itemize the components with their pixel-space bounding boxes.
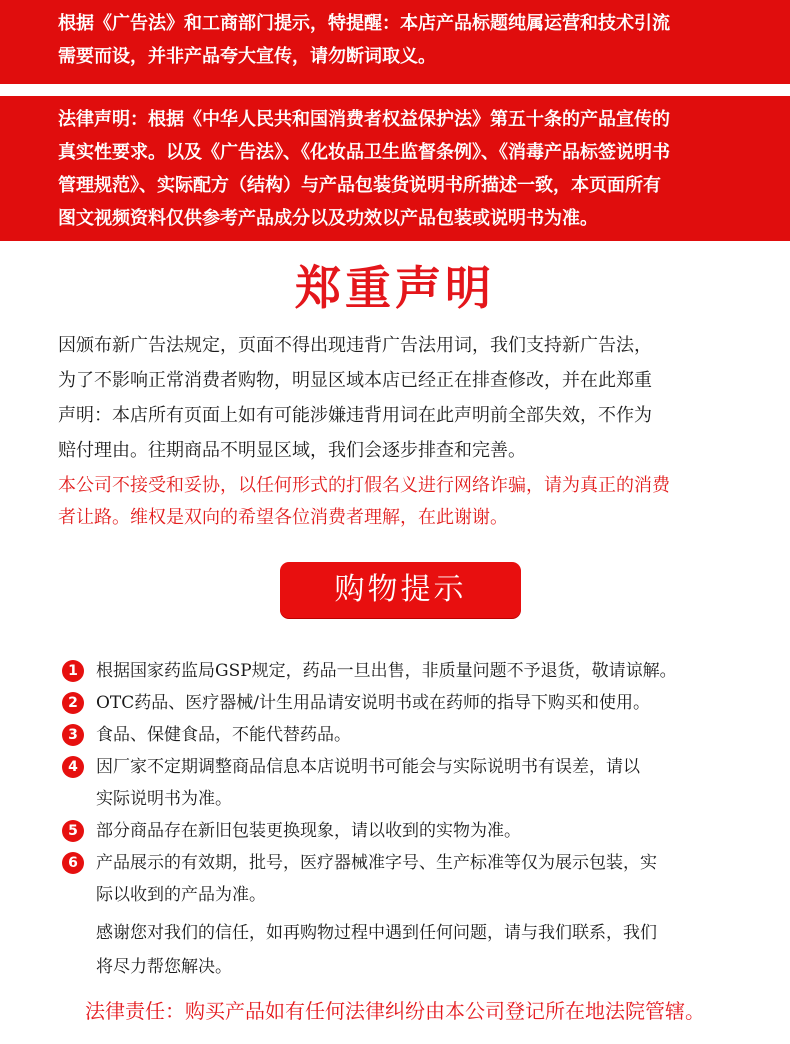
shopping-tips-list: [62, 655, 762, 984]
tip-text: 根据国家药监局GSP规定，药品一旦出售，非质量问题不予退货，敬请谅解。: [96, 661, 677, 681]
warning-line: 者让路。维权是双向的希望各位消费者理解，在此谢谢。: [58, 507, 508, 528]
legal-statement-banner: [0, 96, 790, 241]
legal-line: 真实性要求。以及《广告法》、《化妆品卫生监督条例》、《消毒产品标签说明书: [58, 142, 670, 163]
number-badge-icon: 6: [62, 852, 84, 874]
declaration-body: [58, 328, 748, 468]
tip-item: [62, 687, 762, 719]
thanks-note: [62, 916, 762, 984]
tip-item: [62, 751, 762, 815]
tip-item: [62, 847, 762, 911]
shopping-tips-heading: 购物提示: [280, 562, 521, 618]
tip-text: 食品、保健食品，不能代替药品。: [96, 725, 351, 745]
declaration-line: 因颁布新广告法规定，页面不得出现违背广告法用词，我们支持新广告法，: [58, 335, 652, 356]
number-badge-icon: 5: [62, 820, 84, 842]
tip-text: 产品展示的有效期，批号，医疗器械准字号、生产标准等仅为展示包装，实: [96, 853, 657, 873]
tip-text: 际以收到的产品为准。: [96, 885, 266, 905]
declaration-line: 为了不影响正常消费者购物，明显区域本店已经正在排查修改，并在此郑重: [58, 370, 652, 391]
number-badge-icon: 4: [62, 756, 84, 778]
top-notice-banner: [0, 0, 790, 84]
tip-text: 部分商品存在新旧包装更换现象，请以收到的实物为准。: [96, 821, 521, 841]
tip-text: 实际说明书为准。: [96, 789, 232, 809]
declaration-line: 赔付理由。往期商品不明显区域，我们会逐步排查和完善。: [58, 440, 526, 461]
legal-line: 图文视频资料仅供参考产品成分以及功效以产品包装或说明书为准。: [58, 208, 598, 229]
banner-line: 需要而设，并非产品夸大宣传，请勿断词取义。: [58, 46, 436, 67]
tip-item: [62, 719, 762, 751]
declaration-title: 郑重声明: [295, 261, 495, 315]
banner-line: 根据《广告法》和工商部门提示，特提醒：本店产品标题纯属运营和技术引流: [58, 13, 670, 34]
tip-text: OTC药品、医疗器械/计生用品请安说明书或在药师的指导下购买和使用。: [96, 693, 651, 713]
thanks-line: 感谢您对我们的信任，如再购物过程中遇到任何问题，请与我们联系，我们: [96, 923, 657, 943]
tip-text: 因厂家不定期调整商品信息本店说明书可能会与实际说明书有误差，请以: [96, 757, 640, 777]
legal-line: 管理规范》、实际配方（结构）与产品包装货说明书所描述一致，本页面所有: [58, 175, 661, 196]
number-badge-icon: 1: [62, 660, 84, 682]
declaration-line: 声明：本店所有页面上如有可能涉嫌违背用词在此声明前全部失效，不作为: [58, 405, 652, 426]
warning-line: 本公司不接受和妥协，以任何形式的打假名义进行网络诈骗，请为真正的消费: [58, 475, 670, 496]
number-badge-icon: 3: [62, 724, 84, 746]
tip-item: [62, 815, 762, 847]
legal-line: 法律声明：根据《中华人民共和国消费者权益保护法》第五十条的产品宣传的: [58, 109, 670, 130]
thanks-line: 将尽力帮您解决。: [96, 957, 232, 977]
tip-item: [62, 655, 762, 687]
anti-fraud-warning: [58, 470, 748, 534]
number-badge-icon: 2: [62, 692, 84, 714]
legal-liability: 法律责任：购买产品如有任何法律纠纷由本公司登记所在地法院管辖。: [85, 999, 705, 1023]
